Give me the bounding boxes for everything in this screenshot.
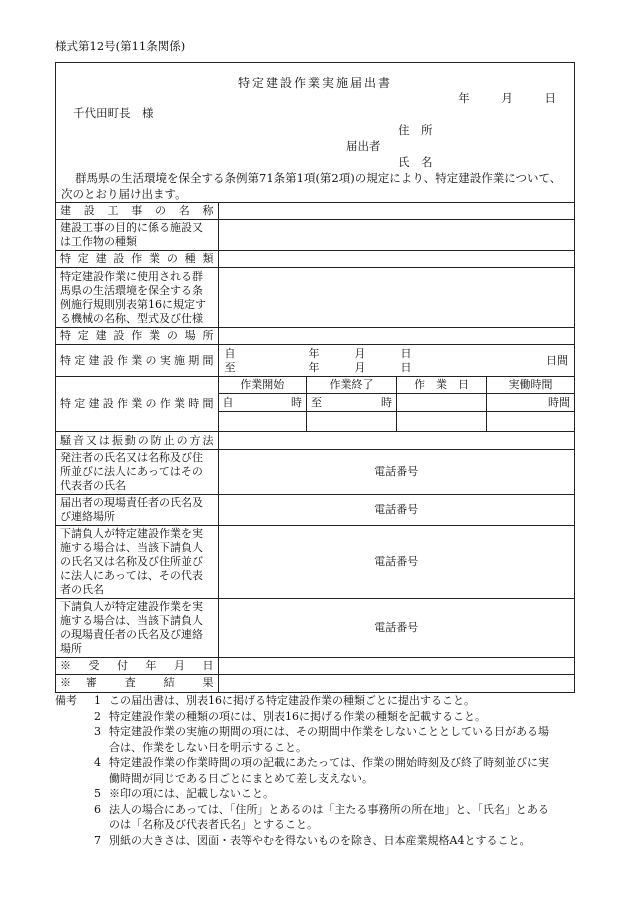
hours-start-field[interactable] — [219, 394, 307, 412]
received-date-field — [218, 658, 574, 675]
label-orderer: 発注者の氏名又は名称及び住所並びに法人にあってはその代表者の氏名 — [56, 450, 218, 495]
hours-start-field-2[interactable] — [219, 412, 307, 431]
period-to: 至 — [224, 360, 236, 374]
hours-actual-field-2[interactable] — [487, 412, 575, 431]
hours-actual-head: 実働時間 — [487, 377, 575, 394]
hours-from: 自 — [222, 395, 234, 409]
notification-form — [55, 62, 575, 693]
hours-workday-field[interactable] — [397, 394, 487, 412]
address-label: 住 所 — [398, 123, 433, 137]
period-to-day: 日 — [400, 360, 412, 374]
period-days: 日間 — [546, 353, 568, 367]
notifier-label: 届出者 — [346, 139, 381, 153]
period-field[interactable] — [218, 345, 574, 377]
label-facility-type: 建設工事の目的に係る施設又は工作物の種類 — [56, 220, 218, 251]
label-machines: 特定建設作業に使用される群馬県の生活環境を保全する条例施行規則別表第16に規定する機械の名称、型式及び仕様 — [56, 268, 218, 328]
orderer-phone-label: 電話番号 — [374, 465, 419, 478]
label-review-result: ※ 審 査 結 果 — [56, 675, 218, 692]
note-3: 3 特定建設作業の実施の期間の項には、その期間中作業をしないこととしている日がある場 — [94, 725, 549, 738]
label-noise-prevention: 騒音又は振動の防止の方法 — [56, 432, 218, 450]
site-manager-field[interactable] — [218, 495, 574, 526]
review-result-field — [218, 675, 574, 692]
label-work-hours: 特定建設作業の作業時間 — [56, 377, 218, 432]
period-from-year: 年 — [308, 346, 320, 360]
hours-end-field-2[interactable] — [307, 412, 397, 431]
note-6-cont: のは「名称及び代表者氏名」とすること。 — [109, 818, 318, 831]
label-subcontractor: 下請負人が特定建設作業を実施する場合は、当該下請負人の氏名又は名称及び住所並びに法人にあっては、その代表者の氏名 — [56, 526, 218, 599]
form-header — [56, 63, 574, 202]
hours-end-field[interactable] — [307, 394, 397, 412]
date-day: 日 — [544, 91, 556, 105]
hours-actual-field[interactable] — [487, 394, 575, 412]
hours-start-head: 作業開始 — [219, 377, 307, 394]
work-hours-grid — [219, 377, 575, 431]
subcontractor-manager-field[interactable] — [218, 599, 574, 658]
note-6: 6 法人の場合にあっては、「住所」とあるのは「主たる事務所の所在地」と、「氏名」とある — [94, 802, 549, 816]
form-title: 特定建設作業実施届出書 — [237, 76, 392, 90]
location-field[interactable] — [218, 328, 574, 345]
period-from: 自 — [224, 346, 236, 360]
orderer-field[interactable] — [218, 450, 574, 495]
label-subcontractor-manager: 下請負人が特定建設作業を実施する場合は、当該下請負人の現場責任者の氏名及び連絡場所 — [56, 599, 218, 658]
submission-date — [458, 90, 556, 106]
noise-prevention-field[interactable] — [218, 432, 574, 450]
addressee: 千代田町長 様 — [73, 106, 154, 120]
note-3-cont: 合は、作業をしない日を明示すること。 — [109, 740, 307, 754]
site-manager-phone-label: 電話番号 — [374, 503, 419, 516]
note-7: 7 別紙の大きさは、図面・表等やむを得ないものを除き、日本産業規格A4とすること。 — [94, 833, 531, 847]
period-to-year: 年 — [308, 360, 320, 374]
label-period: 特定建設作業の実施期間 — [56, 345, 218, 377]
hours-end-head: 作業終了 — [307, 377, 397, 394]
hours-start-unit: 時 — [291, 395, 302, 409]
hours-to: 至 — [311, 395, 322, 409]
period-from-day: 日 — [400, 346, 412, 360]
note-2: 2 特定建設作業の種類の項には、別表16に掲げる作業の種類を記載すること。 — [94, 709, 486, 723]
subcontractor-phone-label: 電話番号 — [374, 555, 419, 568]
name-label: 氏 名 — [398, 155, 433, 169]
details-table — [56, 202, 574, 692]
machines-field[interactable] — [218, 268, 574, 328]
label-work-type: 特定建設作業の種類 — [56, 251, 218, 268]
note-1: 備考 1 この届出書は、別表16に掲げる特定建設作業の種類ごとに提出すること。 — [55, 694, 475, 707]
date-month: 月 — [501, 91, 513, 105]
label-construction-name: 建設工事の名称 — [56, 203, 218, 220]
date-year: 年 — [458, 91, 470, 105]
subcontractor-field[interactable] — [218, 526, 574, 599]
period-grid — [225, 347, 569, 375]
note-4-cont: 働時間が同じである日ごとにまとめて差し支えない。 — [109, 771, 373, 785]
hours-actual-unit: 時間 — [548, 395, 570, 409]
hours-end-unit: 時 — [381, 395, 392, 409]
hours-workday-field-2[interactable] — [397, 412, 487, 431]
note-4: 4 特定建設作業の作業時間の項の記載にあたっては、作業の開始時刻及び終了時刻並びに実 — [94, 756, 549, 769]
notes-heading: 備考 — [55, 694, 77, 707]
label-received-date: ※ 受 付 年 月 日 — [56, 658, 218, 675]
period-to-month: 月 — [354, 360, 366, 374]
hours-workday-head: 作 業 日 — [397, 377, 487, 394]
work-hours-field — [218, 377, 574, 432]
facility-type-field[interactable] — [218, 220, 574, 251]
label-location: 特定建設作業の場所 — [56, 328, 218, 345]
form-number: 様式第12号(第11条関係) — [55, 39, 186, 53]
note-5: 5 ※印の項には、記載しないこと。 — [94, 787, 274, 800]
subcontractor-manager-phone-label: 電話番号 — [374, 621, 419, 634]
period-from-month: 月 — [354, 346, 366, 360]
construction-name-field[interactable] — [218, 203, 574, 220]
work-type-field[interactable] — [218, 251, 574, 268]
remarks — [55, 693, 575, 848]
preamble: 群馬県の生活環境を保全する条例第71条第1項(第2項)の規定により、特定建設作業について、次のとおり届け出ます。 — [61, 171, 562, 201]
label-site-manager: 届出者の現場責任者の氏名及び連絡場所 — [56, 495, 218, 526]
